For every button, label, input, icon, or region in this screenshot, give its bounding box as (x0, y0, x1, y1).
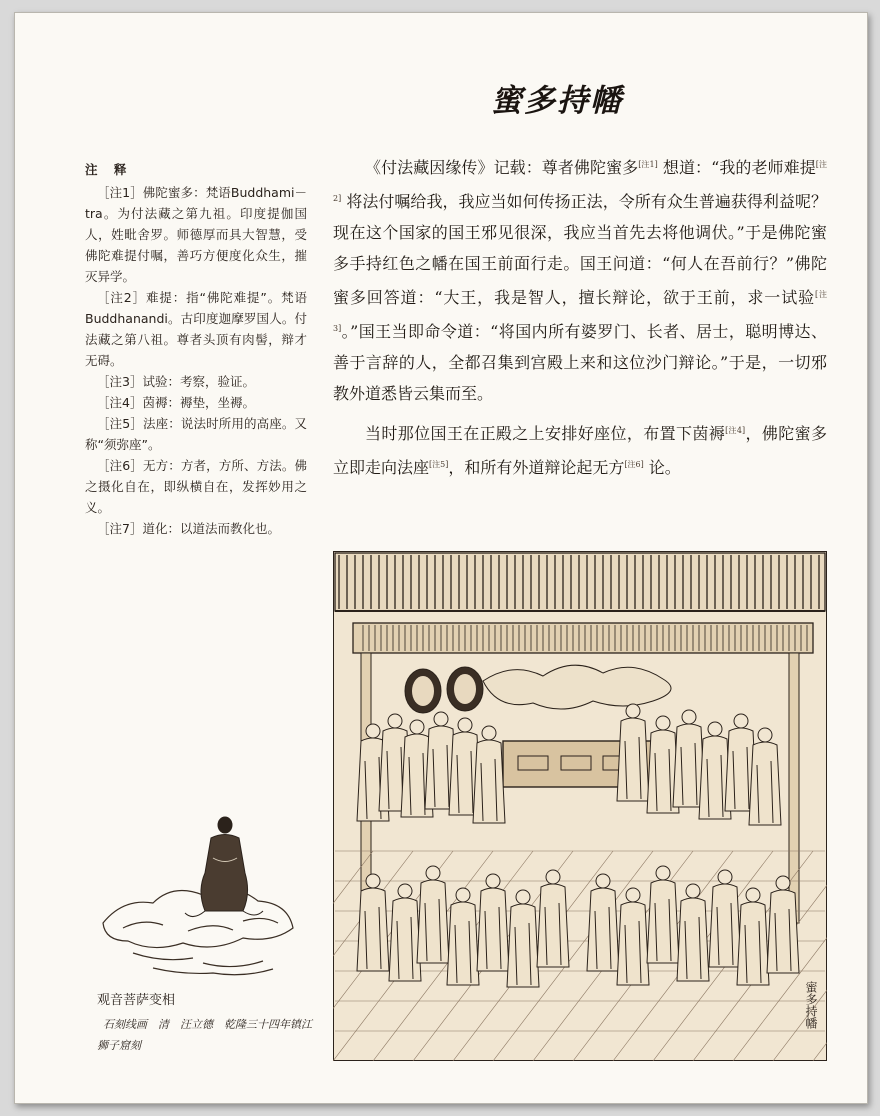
woodcut-inscription: 蜜多持幡 (804, 981, 818, 1029)
footnote-ref-3[interactable]: [注3] (333, 290, 827, 333)
footnote-ref-1[interactable]: [注1] (638, 160, 658, 169)
text-run: 想道：“我的老师难提 (657, 158, 816, 177)
palace-debate-woodcut (333, 551, 827, 1061)
notes-heading: 注 释 (85, 162, 133, 177)
note-7: ［注7］道化：以道法而教化也。 (97, 521, 280, 536)
book-page (14, 12, 868, 1104)
text-run: 《付法藏因缘传》记载：尊者佛陀蜜多 (365, 158, 639, 177)
text-run: ，佛陀蜜多立即走向法座 (333, 424, 827, 477)
text-run: ，和所有外道辩论起无方 (448, 458, 625, 477)
footnote-ref-5[interactable]: [注5] (429, 460, 449, 469)
article-title: 蜜多持幡 (491, 83, 623, 119)
text-run: 将法付嘱给我，我应当如何传扬正法，令所有众生普遍获得利益呢？现在这个国家的国王邪见很深，我应当首先去将他调伏。”于是佛陀蜜多手持红色之幡在国王前面行走。国王问道：“何人在吾前行？”佛陀蜜多回答道：“大王，我是智人，擅长辩论，欲于王前，求一试验 (333, 192, 827, 307)
paragraph-1 (333, 149, 827, 409)
note-4: ［注4］茵褥：褥垫，坐褥。 (97, 395, 255, 410)
roof-tiles (335, 553, 825, 611)
caption-title: 观音菩萨变相 (97, 993, 176, 1008)
note-6: ［注6］无方：方者，方所、方法。佛之摄化自在，即纵横自在，发挥妙用之义。 (85, 458, 307, 515)
notes-column (85, 159, 307, 539)
article-body (333, 149, 827, 483)
side-figure-caption (97, 989, 317, 1056)
text-run: 。”国王当即命令道：“将国内所有婆罗门、长者、居士，聪明博达、善于言辞的人，全都召集到宫殿上来和这位沙门辩论。”于是，一切邪教外道悉皆云集而至。 (333, 322, 827, 403)
text-run: 当时那位国王在正殿之上安排好座位，布置下茵褥 (365, 424, 726, 443)
paragraph-2 (333, 415, 827, 483)
note-3: ［注3］试验：考察，验证。 (97, 374, 255, 389)
note-2: ［注2］难提：指“佛陀难提”。梵语Buddhanandi。古印度迦摩罗国人。付法藏之第八祖。尊者头顶有肉髻，辩才无碍。 (85, 290, 307, 368)
text-run: 论。 (643, 458, 681, 477)
guanyin-illustration (93, 803, 299, 983)
footnote-ref-6[interactable]: [注6] (624, 460, 644, 469)
footnote-ref-2[interactable]: [注2] (333, 160, 827, 203)
footnote-ref-4[interactable]: [注4] (725, 426, 746, 435)
note-5: ［注5］法座：说法时所用的高座。又称“须弥座”。 (85, 416, 307, 452)
note-1: ［注1］佛陀蜜多：梵语Buddhami－tra。为付法藏之第九祖。印度提伽国人，姓毗舍罗。师德厚而具大智慧，受佛陀难提付嘱，善巧方便度化众生，摧灭异学。 (85, 185, 307, 284)
caption-credit: 石刻线画 清 汪立德 乾隆三十四年镇江狮子窟刻 (97, 1018, 312, 1052)
